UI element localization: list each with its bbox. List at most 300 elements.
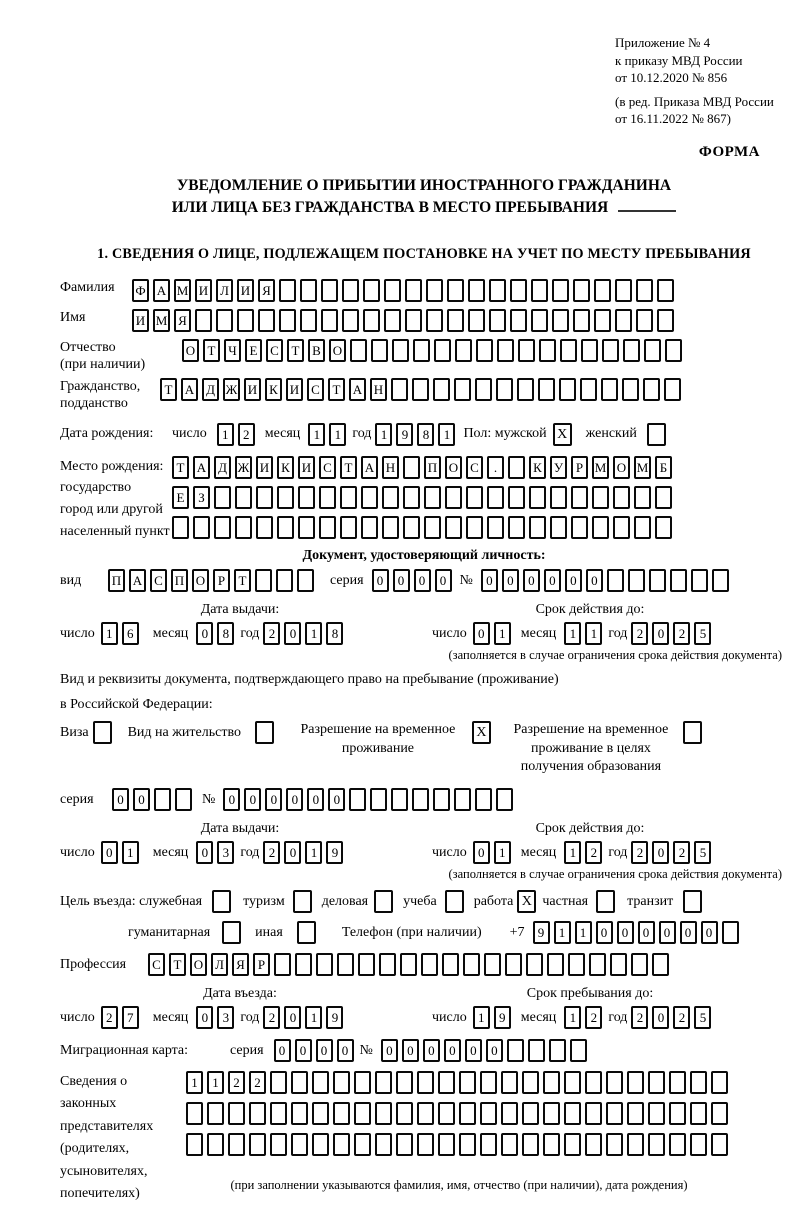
char-box[interactable] (175, 788, 192, 811)
char-box[interactable] (354, 1071, 371, 1094)
char-box[interactable] (627, 1071, 644, 1094)
char-box[interactable]: 9 (326, 1006, 343, 1029)
char-box[interactable] (426, 309, 443, 332)
char-box[interactable]: 0 (196, 622, 213, 645)
char-box[interactable]: 1 (575, 921, 592, 944)
char-box[interactable] (274, 953, 291, 976)
char-box[interactable]: 2 (263, 1006, 280, 1029)
char-box[interactable]: 0 (196, 841, 213, 864)
char-box[interactable] (447, 309, 464, 332)
char-box[interactable] (354, 1102, 371, 1125)
char-box[interactable]: 0 (284, 1006, 301, 1029)
char-box[interactable]: 0 (701, 921, 718, 944)
char-box[interactable] (375, 1071, 392, 1094)
char-box[interactable] (403, 516, 420, 539)
char-box[interactable] (413, 339, 430, 362)
char-box[interactable] (363, 279, 380, 302)
purpose-transit-checkbox[interactable] (683, 890, 702, 913)
char-box[interactable] (445, 486, 462, 509)
char-box[interactable] (538, 378, 555, 401)
char-box[interactable]: О (190, 953, 207, 976)
char-box[interactable] (466, 516, 483, 539)
char-box[interactable] (480, 1071, 497, 1094)
birth-month-input[interactable] (308, 423, 350, 446)
char-box[interactable] (501, 1133, 518, 1156)
char-box[interactable] (615, 309, 632, 332)
patronymic-input[interactable] (182, 339, 686, 362)
char-box[interactable]: Н (382, 456, 399, 479)
char-box[interactable]: О (192, 569, 209, 592)
char-box[interactable] (249, 1102, 266, 1125)
char-box[interactable]: С (307, 378, 324, 401)
char-box[interactable]: 0 (265, 788, 282, 811)
char-box[interactable] (297, 569, 314, 592)
char-box[interactable]: Т (160, 378, 177, 401)
char-box[interactable] (592, 516, 609, 539)
char-box[interactable]: Я (174, 309, 191, 332)
char-box[interactable] (375, 1102, 392, 1125)
char-box[interactable]: 1 (564, 841, 581, 864)
char-box[interactable]: 0 (486, 1039, 503, 1062)
char-box[interactable] (358, 953, 375, 976)
char-box[interactable]: 0 (112, 788, 129, 811)
char-box[interactable] (508, 486, 525, 509)
char-box[interactable] (228, 1102, 245, 1125)
char-box[interactable]: 1 (564, 622, 581, 645)
char-box[interactable]: 0 (133, 788, 150, 811)
char-box[interactable] (445, 516, 462, 539)
char-box[interactable] (580, 378, 597, 401)
iddoc-issue-year-input[interactable] (263, 622, 347, 645)
char-box[interactable] (337, 953, 354, 976)
stay-month-input[interactable] (564, 1006, 606, 1029)
char-box[interactable] (631, 953, 648, 976)
char-box[interactable] (628, 569, 645, 592)
char-box[interactable] (496, 378, 513, 401)
entry-day-input[interactable] (101, 1006, 143, 1029)
char-box[interactable]: Р (253, 953, 270, 976)
char-box[interactable] (669, 1133, 686, 1156)
char-box[interactable]: П (171, 569, 188, 592)
purpose-tourism-checkbox[interactable] (293, 890, 312, 913)
char-box[interactable]: С (466, 456, 483, 479)
iddoc-number-input[interactable] (481, 569, 733, 592)
char-box[interactable]: О (182, 339, 199, 362)
char-box[interactable] (550, 486, 567, 509)
char-box[interactable]: 8 (326, 622, 343, 645)
char-box[interactable] (518, 339, 535, 362)
phone-input[interactable] (533, 921, 743, 944)
char-box[interactable] (255, 569, 272, 592)
char-box[interactable]: Я (258, 279, 275, 302)
char-box[interactable] (497, 339, 514, 362)
char-box[interactable]: 0 (372, 569, 389, 592)
char-box[interactable] (384, 279, 401, 302)
char-box[interactable] (489, 279, 506, 302)
char-box[interactable] (510, 279, 527, 302)
char-box[interactable]: 8 (217, 622, 234, 645)
char-box[interactable]: 0 (444, 1039, 461, 1062)
residence-issue-day-input[interactable] (101, 841, 143, 864)
char-box[interactable] (154, 788, 171, 811)
char-box[interactable] (291, 1102, 308, 1125)
char-box[interactable] (501, 1071, 518, 1094)
char-box[interactable]: 1 (473, 1006, 490, 1029)
char-box[interactable]: 2 (631, 622, 648, 645)
char-box[interactable] (636, 309, 653, 332)
char-box[interactable] (610, 953, 627, 976)
char-box[interactable] (691, 569, 708, 592)
char-box[interactable] (403, 486, 420, 509)
char-box[interactable]: Ч (224, 339, 241, 362)
char-box[interactable] (270, 1102, 287, 1125)
char-box[interactable]: 0 (473, 841, 490, 864)
char-box[interactable]: П (108, 569, 125, 592)
char-box[interactable] (573, 279, 590, 302)
char-box[interactable]: С (148, 953, 165, 976)
char-box[interactable]: Ж (235, 456, 252, 479)
char-box[interactable] (454, 378, 471, 401)
char-box[interactable] (277, 486, 294, 509)
char-box[interactable] (543, 1133, 560, 1156)
char-box[interactable] (382, 486, 399, 509)
char-box[interactable] (316, 953, 333, 976)
char-box[interactable] (690, 1133, 707, 1156)
char-box[interactable] (291, 1071, 308, 1094)
char-box[interactable] (186, 1133, 203, 1156)
char-box[interactable]: 2 (238, 423, 255, 446)
iddoc-issue-month-input[interactable] (196, 622, 238, 645)
char-box[interactable] (613, 486, 630, 509)
residence-permit-checkbox[interactable] (255, 721, 274, 744)
char-box[interactable] (361, 486, 378, 509)
representatives-line3-input[interactable] (186, 1133, 732, 1156)
char-box[interactable]: Я (232, 953, 249, 976)
char-box[interactable]: И (298, 456, 315, 479)
char-box[interactable]: Л (211, 953, 228, 976)
char-box[interactable] (433, 378, 450, 401)
citizenship-input[interactable] (160, 378, 685, 401)
char-box[interactable]: З (193, 486, 210, 509)
char-box[interactable] (412, 788, 429, 811)
char-box[interactable]: 1 (494, 841, 511, 864)
char-box[interactable]: Р (571, 456, 588, 479)
char-box[interactable] (531, 309, 548, 332)
char-box[interactable] (622, 378, 639, 401)
char-box[interactable]: С (319, 456, 336, 479)
char-box[interactable]: 2 (263, 622, 280, 645)
char-box[interactable] (475, 788, 492, 811)
char-box[interactable]: Ф (132, 279, 149, 302)
char-box[interactable] (564, 1133, 581, 1156)
surname-input[interactable] (132, 279, 678, 302)
char-box[interactable]: 0 (196, 1006, 213, 1029)
char-box[interactable] (613, 516, 630, 539)
char-box[interactable] (417, 1102, 434, 1125)
char-box[interactable] (476, 339, 493, 362)
char-box[interactable] (214, 516, 231, 539)
char-box[interactable] (560, 339, 577, 362)
char-box[interactable] (321, 279, 338, 302)
char-box[interactable]: Д (214, 456, 231, 479)
char-box[interactable]: 0 (101, 841, 118, 864)
char-box[interactable]: Т (169, 953, 186, 976)
char-box[interactable] (594, 309, 611, 332)
entry-year-input[interactable] (263, 1006, 347, 1029)
char-box[interactable]: 1 (554, 921, 571, 944)
char-box[interactable] (354, 1133, 371, 1156)
char-box[interactable] (615, 279, 632, 302)
char-box[interactable] (634, 516, 651, 539)
char-box[interactable]: 0 (295, 1039, 312, 1062)
char-box[interactable]: 5 (694, 841, 711, 864)
char-box[interactable]: 9 (396, 423, 413, 446)
sex-female-checkbox[interactable] (647, 423, 666, 446)
char-box[interactable] (543, 1071, 560, 1094)
char-box[interactable]: Т (203, 339, 220, 362)
char-box[interactable]: 0 (481, 569, 498, 592)
char-box[interactable] (256, 486, 273, 509)
char-box[interactable]: 0 (402, 1039, 419, 1062)
char-box[interactable] (649, 569, 666, 592)
residence-valid-year-input[interactable] (631, 841, 715, 864)
iddoc-issue-day-input[interactable] (101, 622, 143, 645)
char-box[interactable] (370, 788, 387, 811)
char-box[interactable] (384, 309, 401, 332)
char-box[interactable] (564, 1102, 581, 1125)
char-box[interactable] (648, 1071, 665, 1094)
char-box[interactable]: И (237, 279, 254, 302)
char-box[interactable]: И (195, 279, 212, 302)
char-box[interactable]: М (153, 309, 170, 332)
char-box[interactable]: Ж (223, 378, 240, 401)
char-box[interactable] (623, 339, 640, 362)
char-box[interactable]: 0 (523, 569, 540, 592)
char-box[interactable]: Т (287, 339, 304, 362)
purpose-study-checkbox[interactable] (445, 890, 464, 913)
char-box[interactable] (396, 1133, 413, 1156)
char-box[interactable] (417, 1133, 434, 1156)
char-box[interactable] (722, 921, 739, 944)
char-box[interactable]: Р (213, 569, 230, 592)
char-box[interactable] (193, 516, 210, 539)
char-box[interactable] (342, 279, 359, 302)
iddoc-kind-input[interactable] (108, 569, 318, 592)
char-box[interactable] (405, 309, 422, 332)
char-box[interactable] (528, 1039, 545, 1062)
char-box[interactable]: Б (655, 456, 672, 479)
char-box[interactable] (585, 1133, 602, 1156)
char-box[interactable] (400, 953, 417, 976)
char-box[interactable]: 0 (638, 921, 655, 944)
char-box[interactable]: 9 (326, 841, 343, 864)
char-box[interactable] (424, 486, 441, 509)
char-box[interactable] (606, 1071, 623, 1094)
char-box[interactable] (643, 378, 660, 401)
char-box[interactable]: 0 (423, 1039, 440, 1062)
char-box[interactable]: А (153, 279, 170, 302)
char-box[interactable] (480, 1133, 497, 1156)
char-box[interactable] (258, 309, 275, 332)
char-box[interactable] (648, 1133, 665, 1156)
char-box[interactable] (484, 953, 501, 976)
char-box[interactable] (270, 1133, 287, 1156)
birthplace-line2-input[interactable] (172, 486, 676, 509)
residence-valid-day-input[interactable] (473, 841, 515, 864)
char-box[interactable] (489, 309, 506, 332)
char-box[interactable] (270, 1071, 287, 1094)
char-box[interactable] (363, 309, 380, 332)
char-box[interactable] (570, 1039, 587, 1062)
char-box[interactable]: М (592, 456, 609, 479)
birth-year-input[interactable] (375, 423, 459, 446)
char-box[interactable] (392, 339, 409, 362)
char-box[interactable] (375, 1133, 392, 1156)
char-box[interactable] (543, 1102, 560, 1125)
char-box[interactable] (571, 486, 588, 509)
char-box[interactable] (552, 309, 569, 332)
char-box[interactable]: 8 (417, 423, 434, 446)
rvp-edu-checkbox[interactable] (683, 721, 702, 744)
purpose-official-checkbox[interactable] (212, 890, 231, 913)
profession-input[interactable] (148, 953, 673, 976)
migration-series-input[interactable] (274, 1039, 358, 1062)
char-box[interactable] (475, 378, 492, 401)
char-box[interactable]: Е (245, 339, 262, 362)
char-box[interactable] (333, 1133, 350, 1156)
char-box[interactable] (508, 516, 525, 539)
char-box[interactable]: И (256, 456, 273, 479)
char-box[interactable]: К (265, 378, 282, 401)
char-box[interactable] (468, 309, 485, 332)
char-box[interactable] (421, 953, 438, 976)
char-box[interactable] (349, 788, 366, 811)
char-box[interactable] (256, 516, 273, 539)
char-box[interactable] (235, 516, 252, 539)
char-box[interactable]: 1 (494, 622, 511, 645)
char-box[interactable] (507, 1039, 524, 1062)
rvp-checkbox[interactable]: X (472, 721, 491, 744)
char-box[interactable] (552, 279, 569, 302)
char-box[interactable]: 2 (673, 841, 690, 864)
stay-year-input[interactable] (631, 1006, 715, 1029)
char-box[interactable] (277, 516, 294, 539)
char-box[interactable]: 0 (596, 921, 613, 944)
char-box[interactable] (568, 953, 585, 976)
char-box[interactable]: 5 (694, 622, 711, 645)
char-box[interactable]: 2 (673, 622, 690, 645)
char-box[interactable] (505, 953, 522, 976)
char-box[interactable] (636, 279, 653, 302)
char-box[interactable] (522, 1071, 539, 1094)
char-box[interactable] (459, 1102, 476, 1125)
char-box[interactable] (235, 486, 252, 509)
char-box[interactable] (529, 486, 546, 509)
char-box[interactable]: 1 (207, 1071, 224, 1094)
char-box[interactable] (412, 378, 429, 401)
char-box[interactable]: 0 (244, 788, 261, 811)
char-box[interactable]: 1 (329, 423, 346, 446)
char-box[interactable] (480, 1102, 497, 1125)
birthplace-line3-input[interactable] (172, 516, 676, 539)
char-box[interactable] (531, 279, 548, 302)
char-box[interactable]: 2 (101, 1006, 118, 1029)
char-box[interactable] (665, 339, 682, 362)
char-box[interactable]: О (613, 456, 630, 479)
char-box[interactable]: 3 (217, 1006, 234, 1029)
char-box[interactable] (634, 486, 651, 509)
char-box[interactable]: 0 (652, 622, 669, 645)
char-box[interactable] (371, 339, 388, 362)
char-box[interactable]: 1 (308, 423, 325, 446)
char-box[interactable] (712, 569, 729, 592)
char-box[interactable] (526, 953, 543, 976)
char-box[interactable]: 0 (284, 622, 301, 645)
char-box[interactable] (319, 486, 336, 509)
char-box[interactable] (396, 1071, 413, 1094)
char-box[interactable]: А (181, 378, 198, 401)
char-box[interactable]: . (487, 456, 504, 479)
char-box[interactable] (298, 486, 315, 509)
char-box[interactable] (652, 953, 669, 976)
char-box[interactable] (529, 516, 546, 539)
char-box[interactable]: С (266, 339, 283, 362)
char-box[interactable] (581, 339, 598, 362)
char-box[interactable] (424, 516, 441, 539)
purpose-other-checkbox[interactable] (297, 921, 316, 944)
residence-series-input[interactable] (112, 788, 196, 811)
char-box[interactable]: 0 (307, 788, 324, 811)
char-box[interactable]: 6 (122, 622, 139, 645)
char-box[interactable]: 0 (652, 841, 669, 864)
char-box[interactable] (644, 339, 661, 362)
char-box[interactable] (589, 953, 606, 976)
char-box[interactable]: 2 (673, 1006, 690, 1029)
char-box[interactable] (711, 1071, 728, 1094)
char-box[interactable]: 0 (473, 622, 490, 645)
iddoc-series-input[interactable] (372, 569, 456, 592)
char-box[interactable]: 3 (217, 841, 234, 864)
char-box[interactable] (442, 953, 459, 976)
representatives-line1-input[interactable] (186, 1071, 732, 1094)
char-box[interactable] (312, 1133, 329, 1156)
char-box[interactable] (466, 486, 483, 509)
char-box[interactable] (508, 456, 525, 479)
char-box[interactable] (214, 486, 231, 509)
char-box[interactable] (207, 1133, 224, 1156)
char-box[interactable] (468, 279, 485, 302)
char-box[interactable]: 1 (122, 841, 139, 864)
char-box[interactable] (627, 1133, 644, 1156)
char-box[interactable] (361, 516, 378, 539)
char-box[interactable] (571, 516, 588, 539)
char-box[interactable] (237, 309, 254, 332)
char-box[interactable]: 9 (494, 1006, 511, 1029)
char-box[interactable] (522, 1133, 539, 1156)
char-box[interactable]: 0 (544, 569, 561, 592)
residence-issue-month-input[interactable] (196, 841, 238, 864)
char-box[interactable]: Е (172, 486, 189, 509)
char-box[interactable] (438, 1102, 455, 1125)
char-box[interactable] (455, 339, 472, 362)
char-box[interactable]: 0 (223, 788, 240, 811)
char-box[interactable]: 5 (694, 1006, 711, 1029)
char-box[interactable]: 1 (564, 1006, 581, 1029)
char-box[interactable] (438, 1071, 455, 1094)
char-box[interactable] (434, 339, 451, 362)
birthplace-line1-input[interactable] (172, 456, 676, 479)
char-box[interactable] (539, 339, 556, 362)
